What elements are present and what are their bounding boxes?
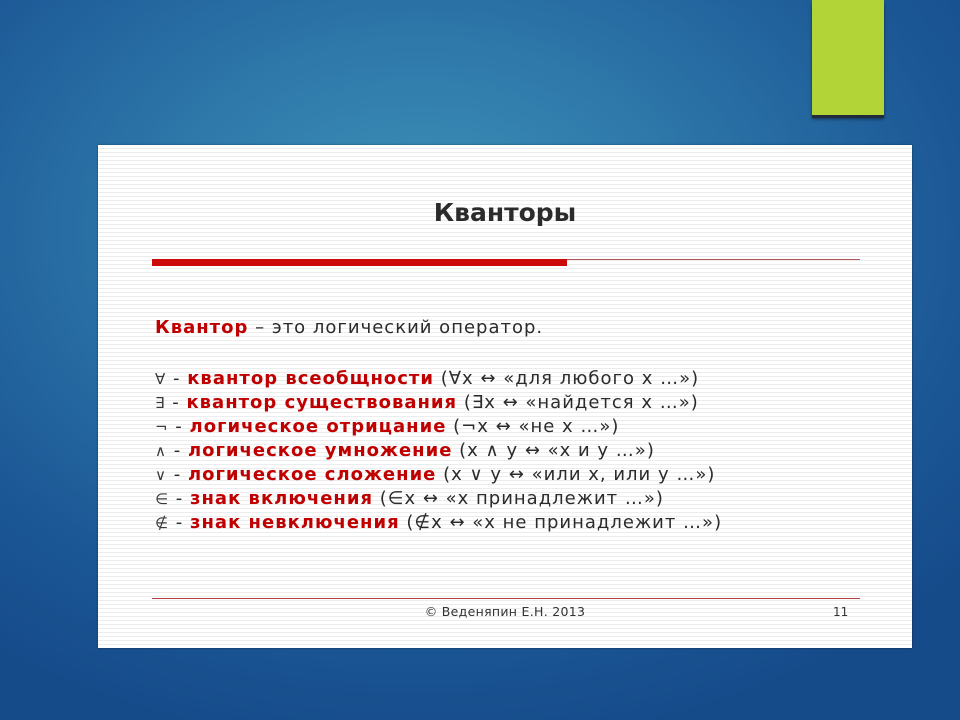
accent-block (812, 0, 884, 115)
title-rule-thin (567, 259, 860, 260)
list-item-conjunction (155, 439, 722, 463)
footer-rule (152, 598, 860, 599)
slide-title: Кванторы (433, 198, 577, 227)
element-of-symbol: ∈ (155, 490, 170, 508)
list-item-membership (155, 487, 722, 511)
definition (155, 316, 543, 340)
item-term: квантор существования (186, 392, 458, 413)
item-separator: - (166, 440, 188, 461)
disjunction-symbol: ∨ (155, 466, 167, 484)
not-element-of-symbol: ∉ (155, 514, 170, 532)
page-number: 11 (833, 605, 849, 619)
item-separator: - (169, 488, 191, 509)
item-separator: - (166, 464, 188, 485)
item-example: (x ∧ y ↔ «x и y …») (452, 440, 655, 461)
definition-term: Квантор (155, 317, 249, 338)
list-item-negation (155, 415, 722, 439)
item-separator: - (166, 368, 188, 389)
item-term: логическое умножение (187, 440, 453, 461)
item-example: (∉x ↔ «x не принадлежит …») (399, 512, 723, 533)
item-example: (∀x ↔ «для любого x …») (433, 368, 700, 389)
item-term: логическое сложение (187, 464, 437, 485)
item-example: (∃x ↔ «найдется x …») (457, 392, 699, 413)
item-separator: - (165, 392, 187, 413)
exists-symbol: ∃ (155, 394, 166, 412)
item-example: (x ∨ y ↔ «или x, или y …») (436, 464, 716, 485)
item-separator: - (169, 512, 191, 533)
list-item-existential-quantifier (155, 391, 722, 415)
copyright: © Веденяпин Е.Н. 2013 (424, 604, 586, 619)
item-term: знак невключения (190, 512, 400, 533)
list-item-disjunction (155, 463, 722, 487)
forall-symbol: ∀ (155, 370, 167, 388)
title-rule-thick (152, 259, 567, 266)
item-example: (∈x ↔ «x принадлежит …») (373, 488, 664, 509)
conjunction-symbol: ∧ (155, 442, 167, 460)
quantifier-list (155, 367, 722, 535)
definition-text: – это логический оператор. (248, 317, 544, 338)
list-item-non-membership (155, 511, 722, 535)
item-separator: - (168, 416, 190, 437)
negation-symbol: ¬ (155, 418, 169, 436)
content-card (98, 145, 912, 648)
item-term: знак включения (190, 488, 374, 509)
item-term: логическое отрицание (189, 416, 447, 437)
item-example: (¬x ↔ «не x …») (446, 416, 620, 437)
list-item-universal-quantifier (155, 367, 722, 391)
item-term: квантор всеобщности (187, 368, 434, 389)
